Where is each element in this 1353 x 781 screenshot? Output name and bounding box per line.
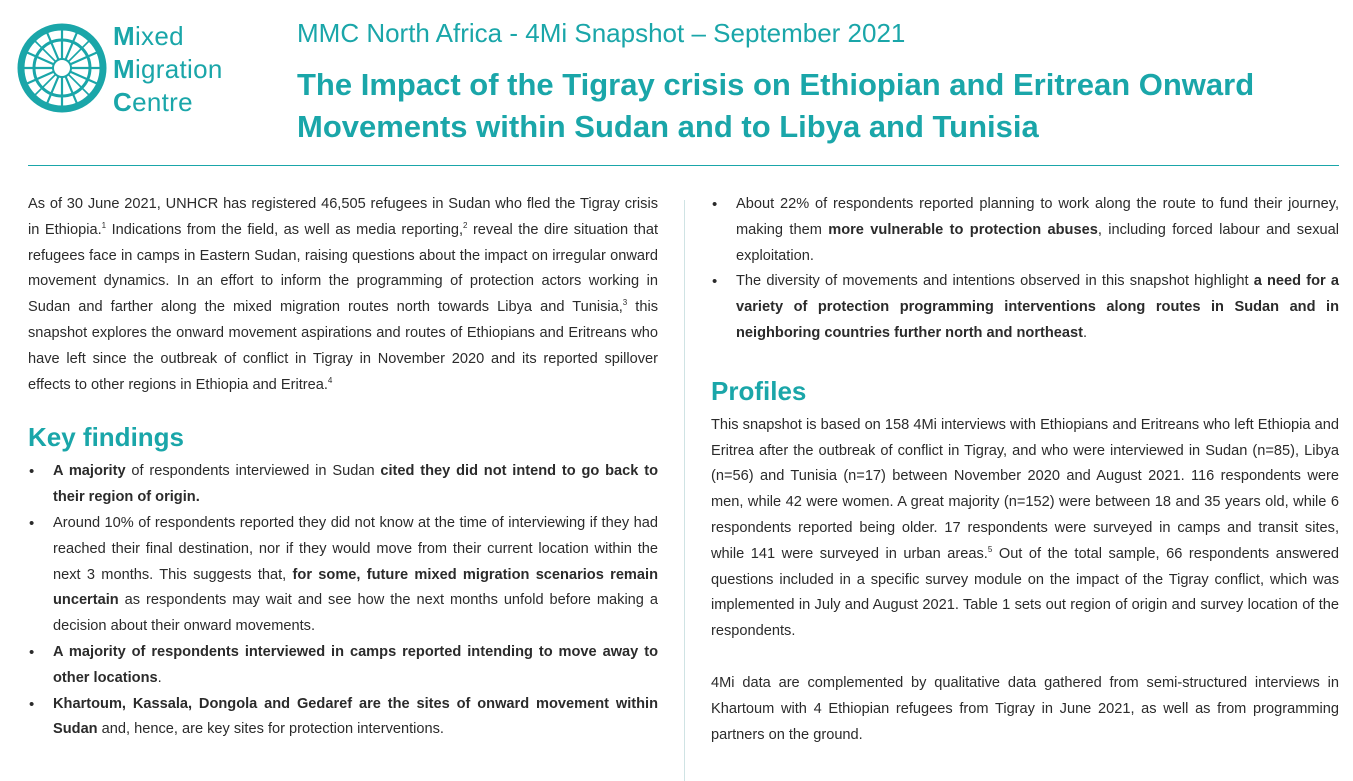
intro-paragraph: As of 30 June 2021, UNHCR has registered 46,505 refugees in Sudan who fled the Tigray crisis in Ethiopia.$^1$ Indications from the field, as well as media reporting,$^2$ reveal the dire situation that refugees face in camps in Eastern Sudan, raising questions about the impact on irregular onward movement dynamics. In an effort to inform the programming of protection actors working in Sudan and farther along the mixed migration routes north towards Libya and Tunisia,$^3$ this snapshot explores the onward movement aspirations and routes of Ethiopians and Eritreans who have left since the outbreak of conflict in Tigray in November 2020 and its reported spillover effects to other regions in Ethiopia and Eritrea.$^4$ bbox=[28, 196, 658, 393]
report-kicker: MMC North Africa - 4Mi Snapshot – September 2021 bbox=[297, 18, 906, 48]
list-item: • A majority of respondents interviewed in Sudan cited they did not intend to go back to their region of origin. bbox=[28, 459, 658, 511]
key-findings-list-continued bbox=[711, 192, 1339, 347]
report-title: The Impact of the Tigray crisis on Ethiopian and Eritrean Onward Movements within Sudan and to Libya and Tunisia bbox=[297, 67, 1255, 144]
footnote-ref-3[interactable]: 3 bbox=[622, 298, 628, 308]
mmc-logo bbox=[16, 20, 256, 120]
profiles-heading: Profiles bbox=[711, 375, 807, 406]
list-item: • Around 10% of respondents reported they did not know at the time of interviewing if they had reached their final destination, nor if they would move from their current location within the next 3 months. This suggests that, for some, future mixed migration scenarios remain uncertain as respondents may wait and see how the next months unfold before making a decision about their onward movements. bbox=[28, 511, 658, 640]
key-findings-heading: Key findings bbox=[28, 422, 185, 453]
right-column bbox=[711, 192, 1339, 748]
list-item: • Khartoum, Kassala, Dongola and Gedaref are the sites of onward movement within Sudan and, hence, are key sites for protection interventions. bbox=[28, 692, 658, 744]
footnote-ref-5[interactable]: 5 bbox=[987, 544, 993, 554]
footnote-ref-4[interactable]: 4 bbox=[327, 375, 333, 385]
mmc-globe-logo-icon bbox=[16, 22, 108, 114]
footnote-ref-1[interactable]: 1 bbox=[101, 220, 107, 230]
list-item: • The diversity of movements and intentions observed in this snapshot highlight a need for a variety of protection programming interventions along routes in Sudan and in neighboring countries further north and northeast. bbox=[711, 269, 1339, 346]
list-item: • About 22% of respondents reported planning to work along the route to fund their journey, making them more vulnerable to protection abuses, including forced labour and sexual exploitation. bbox=[711, 192, 1339, 269]
paragraph-spacer bbox=[711, 645, 1339, 671]
left-column bbox=[28, 192, 658, 743]
methodology-paragraph: 4Mi data are complemented by qualitative data gathered from semi-structured interviews in Khartoum with 4 Ethiopian refugees from Tigray in June 2021, as well as from programming partners on the ground. bbox=[711, 674, 1339, 743]
logo-wordmark: Mixed Migration Centre bbox=[113, 21, 223, 117]
profiles-paragraph: This snapshot is based on 158 4Mi interviews with Ethiopians and Eritreans who left Ethiopia and Eritrea after the outbreak of conflict in Tigray, and who were interviewed in Sudan (n=85), Libya (n=56) and Tunisia (n=17) between November 2020 and August 2021. 116 respondents were men, while 42 were women. A great majority (n=152) were between 18 and 35 years old, while 6 respondents reported being older. 17 respondents were surveyed in camps and transit sites, while 141 were surveyed in urban areas.$^5$ Out of the total sample, 66 respondents answered questions included in a specific survey module on the impact of the Tigray conflict, which was implemented in July and August 2021. Table 1 sets out region of origin and survey location of the respondents. bbox=[711, 416, 1340, 640]
column-divider bbox=[684, 200, 685, 781]
list-item: • A majority of respondents interviewed in camps reported intending to move away to other locations. bbox=[28, 640, 658, 692]
key-findings-list bbox=[28, 459, 658, 743]
header-divider bbox=[28, 165, 1339, 166]
footnote-ref-2[interactable]: 2 bbox=[463, 220, 468, 230]
